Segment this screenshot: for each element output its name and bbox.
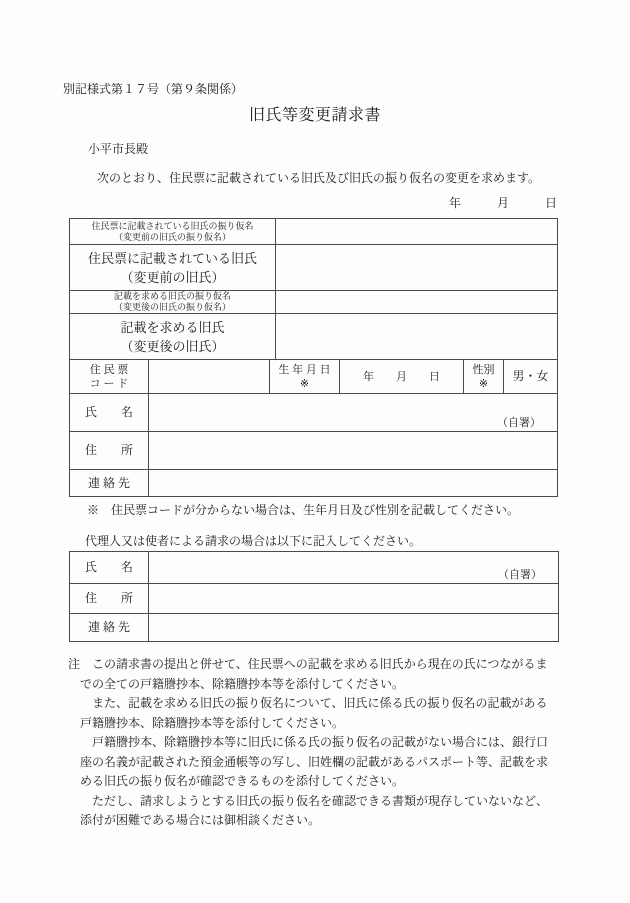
note-line: ただし、請求しようとする旧氏の振り仮名を確認できる書類が現存していないなど、 (80, 793, 549, 808)
sex-options[interactable]: 男・女 (504, 360, 558, 394)
address-input[interactable] (149, 432, 558, 470)
table-row (70, 360, 558, 394)
note-line: での全ての戸籍謄抄本、除籍謄抄本等を添付してください。 (80, 676, 405, 691)
table-row (70, 394, 558, 432)
addressee: 小平市長殿 (88, 142, 149, 156)
furigana-after-label (70, 291, 276, 314)
name-after-label (70, 314, 276, 360)
label-line: （変更後の旧氏） (120, 338, 225, 354)
name-label: 氏 名 (70, 394, 149, 432)
table-row (70, 314, 558, 360)
label-line: 住 民 票 (89, 363, 129, 376)
date-line[interactable]: 年 月 日 (448, 196, 557, 210)
note-line: める旧氏の振り仮名が確認できるものを添付してください。 (80, 774, 405, 788)
agent-name-label: 氏 名 (70, 552, 149, 584)
name-before-input[interactable] (276, 245, 558, 291)
label-line: （変更後の旧氏の振り仮名） (114, 302, 232, 312)
label-line: 住民票に記載されている旧氏 (88, 250, 258, 266)
agent-contact-label: 連 絡 先 (70, 614, 149, 642)
table-row (70, 245, 558, 291)
agent-table (69, 551, 559, 642)
main-table (69, 218, 558, 497)
resident-code-input[interactable] (149, 360, 270, 394)
label-line: （変更前の旧氏の振り仮名） (114, 231, 232, 242)
intro-text: 次のとおり、住民票に記載されている旧氏及び旧氏の振り仮名の変更を求めます。 (97, 171, 541, 185)
agent-address-label: 住 所 (70, 584, 149, 614)
resident-code-footnote: ※ 住民票コードが分からない場合は、生年月日及び性別を記載してください。 (87, 503, 520, 517)
table-row (70, 552, 559, 584)
table-row (70, 219, 558, 245)
page-title: 旧氏等変更請求書 (248, 107, 381, 124)
furigana-before-input[interactable] (276, 219, 558, 245)
table-row (70, 614, 559, 642)
name-input[interactable] (149, 394, 558, 432)
agent-section-caption: 代理人又は使者による請求の場合は以下に記入してください。 (85, 534, 422, 548)
name-before-label (70, 245, 276, 291)
note-line: 戸籍謄抄本、除籍謄抄本等を添付してください。 (80, 715, 345, 730)
table-row (70, 584, 559, 614)
note-line: 注 この請求書の提出と併せて、住民票への記載を求める旧氏から現在の氏につながるま (68, 657, 548, 671)
label-line: 生 年 月 日 (278, 363, 331, 376)
note-line: 戸籍謄抄本、除籍謄抄本等に旧氏に係る氏の振り仮名の記載がない場合には、銀行口 (80, 735, 549, 749)
label-line: 記載を求める旧氏 (120, 319, 225, 335)
signature-note: （自署） (498, 569, 542, 581)
name-after-input[interactable] (276, 314, 558, 360)
sex-label (464, 360, 504, 394)
note-line: 座の名義が記載された預金通帳等の写し、旧姓欄の記載があるパスポート等、記載を求 (80, 754, 549, 769)
note-line: また、記載を求める旧氏の振り仮名について、旧氏に係る氏の振り仮名の記載がある (80, 696, 548, 710)
table-row (70, 432, 558, 470)
kome-mark: ※ (478, 377, 489, 390)
birthdate-input[interactable]: 年 月 日 (340, 360, 464, 394)
furigana-before-label (70, 219, 276, 245)
label-line: コ ー ド (89, 377, 129, 390)
label-line: 性別 (472, 363, 495, 376)
agent-contact-input[interactable] (149, 614, 559, 642)
birthdate-label (270, 360, 340, 394)
contact-label: 連 絡 先 (70, 470, 149, 497)
form-number: 別記様式第１７号（第９条関係） (63, 82, 244, 96)
furigana-after-input[interactable] (276, 291, 558, 314)
notes-block (68, 655, 568, 831)
note-line: 添付が困難である場合には御相談ください。 (80, 813, 321, 827)
kome-mark: ※ (299, 377, 310, 390)
label-line: （変更前の旧氏） (120, 269, 225, 285)
table-row (70, 291, 558, 314)
label-line: 住民票に記載されている旧氏の振り仮名 (91, 220, 254, 231)
address-label: 住 所 (70, 432, 149, 470)
agent-name-input[interactable] (149, 552, 559, 584)
contact-input[interactable] (149, 470, 558, 497)
table-row (70, 470, 558, 497)
resident-code-label (70, 360, 149, 394)
signature-note: （自署） (497, 417, 542, 429)
agent-address-input[interactable] (149, 584, 559, 614)
label-line: 記載を求める旧氏の振り仮名 (114, 291, 232, 301)
